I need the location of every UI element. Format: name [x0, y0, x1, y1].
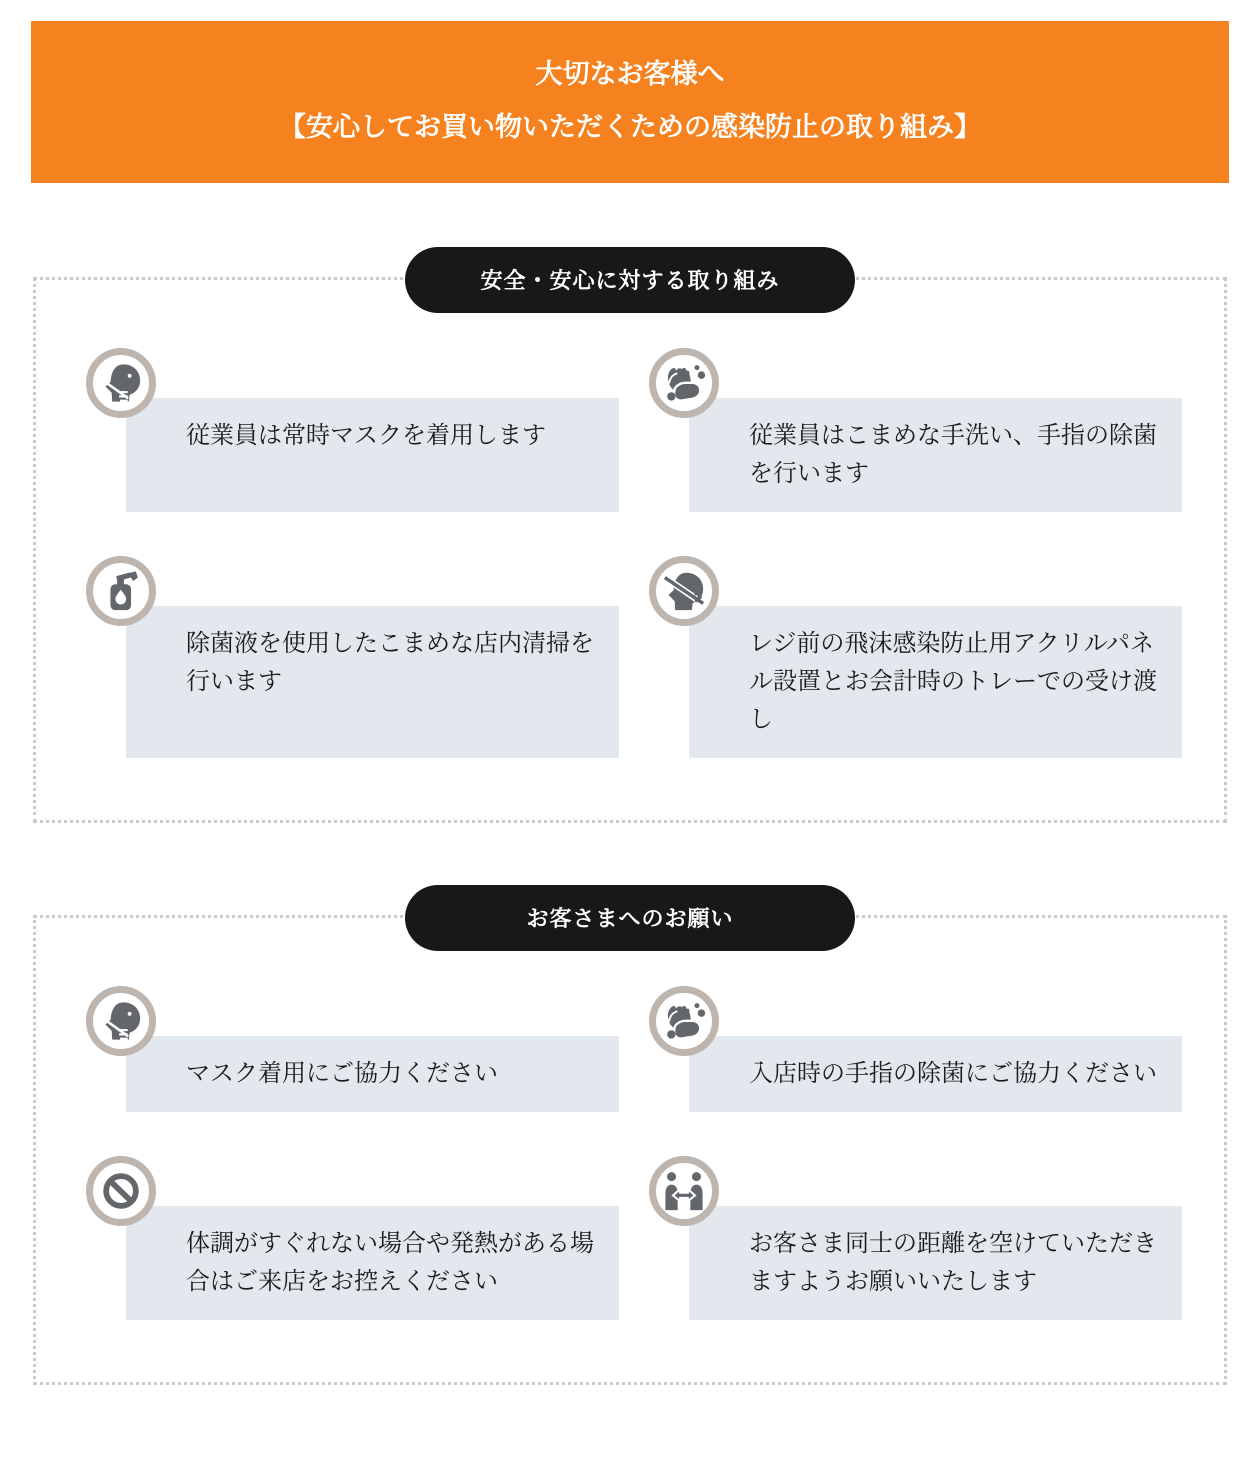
- measure-item: [649, 556, 1182, 758]
- item-text-box: [126, 606, 619, 758]
- icon-circle: [86, 556, 156, 626]
- request-text: 体調がすぐれない場合や発熱がある場合はご来店をお控えください: [186, 1229, 594, 1295]
- measure-item: [86, 556, 619, 758]
- sanitizer-icon: [98, 568, 144, 614]
- icon-circle: [86, 986, 156, 1056]
- social-distance-icon: [661, 1168, 707, 1214]
- measure-text: 従業員は常時マスクを着用します: [186, 421, 546, 449]
- item-text-box: [126, 1036, 619, 1112]
- icon-circle: [86, 1156, 156, 1226]
- customer-requests-grid: [86, 986, 1182, 1320]
- no-entry-icon: [98, 1168, 144, 1214]
- item-text-box: [689, 606, 1182, 758]
- safety-measures-panel: [33, 268, 1227, 823]
- banner-title-line2: 【安心してお買い物いただくための感染防止の取り組み】: [279, 112, 981, 143]
- item-text-box: [689, 1206, 1182, 1320]
- request-item: [86, 1156, 619, 1320]
- item-text-box: [689, 1036, 1182, 1112]
- icon-circle: [649, 556, 719, 626]
- measure-text: 除菌液を使用したこまめな店内清掃を行います: [186, 629, 594, 695]
- droplet-prevention-icon: [661, 568, 707, 614]
- section-title-pill: お客さまへのお願い: [405, 885, 855, 951]
- measure-text: 従業員はこまめな手洗い、手指の除菌を行います: [749, 421, 1157, 487]
- mask-icon: [98, 360, 144, 406]
- mask-icon: [98, 998, 144, 1044]
- request-text: お客さま同士の距離を空けていただきますようお願いいたします: [749, 1229, 1157, 1295]
- handwash-icon: [661, 998, 707, 1044]
- icon-circle: [649, 348, 719, 418]
- handwash-icon: [661, 360, 707, 406]
- request-item: [649, 1156, 1182, 1320]
- section-title-pill: 安全・安心に対する取り組み: [405, 247, 855, 313]
- measure-item: [649, 348, 1182, 512]
- safety-measures-grid: [86, 348, 1182, 758]
- item-text-box: [689, 398, 1182, 512]
- section-safety-measures: [33, 268, 1227, 823]
- icon-circle: [649, 1156, 719, 1226]
- measure-text: レジ前の飛沫感染防止用アクリルパネル設置とお会計時のトレーでの受け渡し: [749, 629, 1157, 733]
- banner-title-line1: 大切なお客様へ: [535, 59, 725, 89]
- request-text: マスク着用にご協力ください: [186, 1059, 498, 1087]
- section-customer-requests: [33, 906, 1227, 1385]
- request-item: [86, 986, 619, 1112]
- icon-circle: [649, 986, 719, 1056]
- notice-banner: [31, 21, 1229, 183]
- request-item: [649, 986, 1182, 1112]
- icon-circle: [86, 348, 156, 418]
- measure-item: [86, 348, 619, 512]
- customer-requests-panel: [33, 906, 1227, 1385]
- item-text-box: [126, 398, 619, 512]
- request-text: 入店時の手指の除菌にご協力ください: [749, 1059, 1157, 1087]
- item-text-box: [126, 1206, 619, 1320]
